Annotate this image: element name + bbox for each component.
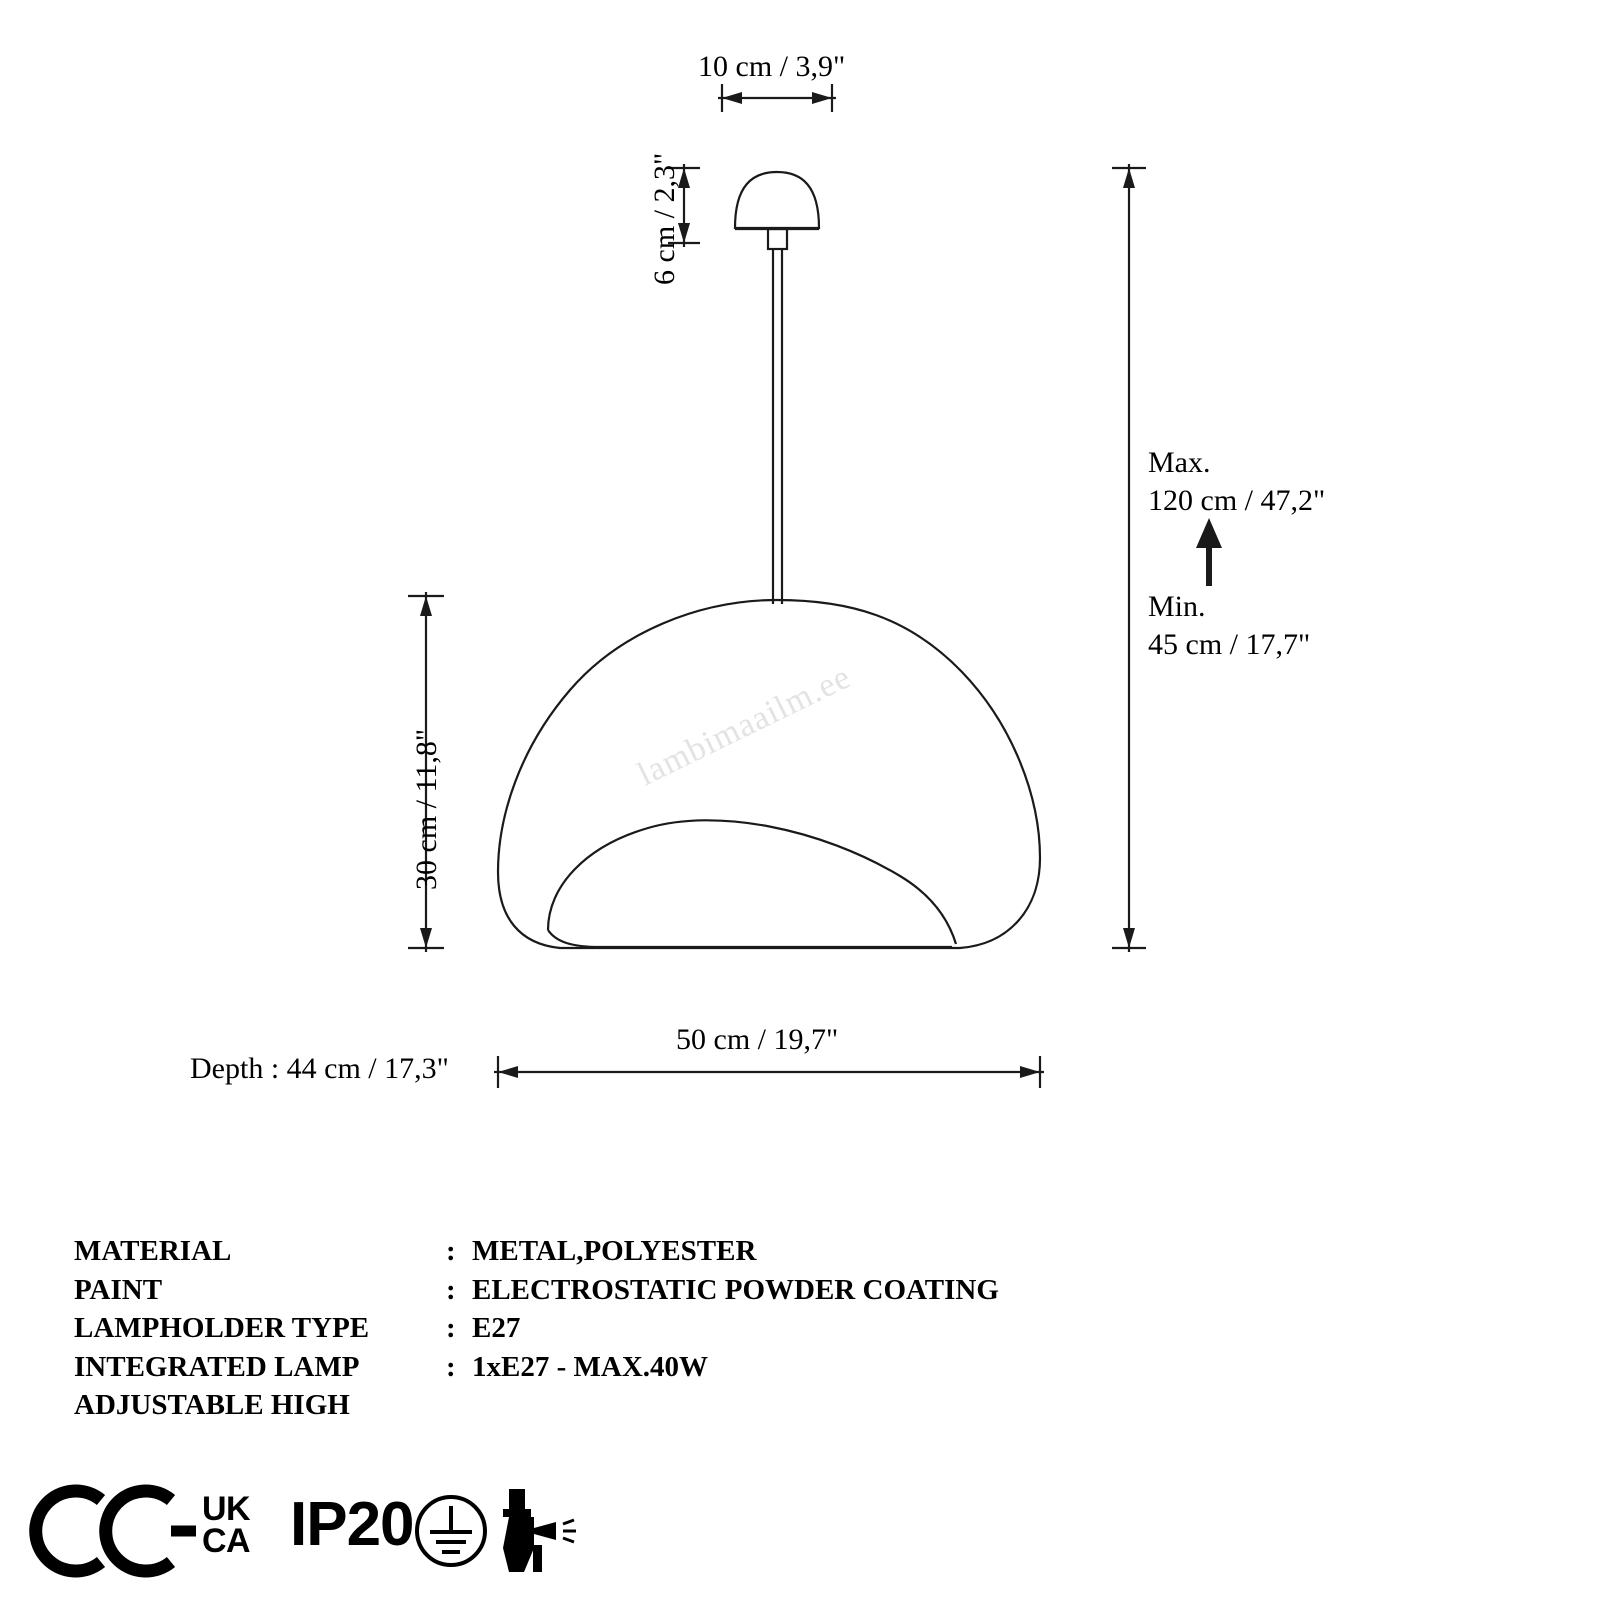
- spec-value: 1xE27 - MAX.40W: [472, 1350, 709, 1383]
- max-value: 120 cm / 47,2": [1148, 483, 1326, 517]
- dim-label-canopy-height: 6 cm / 2,3": [648, 152, 681, 285]
- certification-row: [74, 1480, 460, 1570]
- spec-separator: :: [446, 1235, 456, 1267]
- spec-key: LAMPHOLDER TYPE: [74, 1312, 370, 1345]
- spec-key: MATERIAL: [74, 1235, 232, 1267]
- table-row: [74, 1271, 999, 1310]
- lamp-shade: [498, 600, 1040, 948]
- specification-table: [74, 1232, 999, 1425]
- min-caption: Min.: [1148, 590, 1206, 623]
- table-row: [74, 1309, 999, 1348]
- dim-label-shade-height: 30 cm / 11,8": [410, 728, 443, 890]
- spec-key: INTEGRATED LAMP: [74, 1350, 360, 1383]
- powder-coating-spray-gun-icon: [503, 1489, 576, 1572]
- dim-bottom-width: [494, 1056, 1044, 1088]
- watermark: lambimaailm.ee: [632, 658, 857, 794]
- dim-label-max-height: [1148, 444, 1325, 519]
- spec-separator: [446, 1386, 472, 1425]
- table-row: [74, 1386, 999, 1425]
- suspension-cord: [773, 249, 782, 604]
- spec-key: ADJUSTABLE HIGH: [74, 1389, 350, 1422]
- spec-value: ELECTROSTATIC POWDER COATING: [472, 1273, 999, 1306]
- spec-separator: :: [446, 1273, 456, 1306]
- table-row: [74, 1348, 999, 1387]
- spec-separator: :: [446, 1312, 456, 1345]
- ceiling-canopy: [735, 172, 819, 249]
- spec-value: E27: [472, 1312, 521, 1345]
- table-row: [74, 1232, 999, 1271]
- dim-label-top-width: 10 cm / 3,9": [698, 50, 846, 83]
- min-value: 45 cm / 17,7": [1148, 627, 1311, 661]
- spec-key: PAINT: [74, 1273, 163, 1306]
- max-caption: Max.: [1148, 446, 1211, 479]
- spec-value: METAL,POLYESTER: [472, 1235, 757, 1267]
- ukca-line-1: UK: [202, 1489, 251, 1528]
- ce-mark-slot: [74, 1480, 202, 1570]
- dim-label-bottom-width: 50 cm / 19,7": [676, 1023, 839, 1056]
- dim-adjustable-height: [1112, 164, 1222, 952]
- dim-label-min-height: [1148, 588, 1310, 663]
- dim-top-width: [718, 84, 836, 112]
- ukca-line-2: CA: [202, 1522, 251, 1560]
- ukca-mark-icon: [202, 1480, 290, 1570]
- dim-label-depth: Depth : 44 cm / 17,3": [190, 1052, 449, 1085]
- spec-separator: :: [446, 1350, 456, 1383]
- ip-rating-label: IP20: [290, 1490, 414, 1559]
